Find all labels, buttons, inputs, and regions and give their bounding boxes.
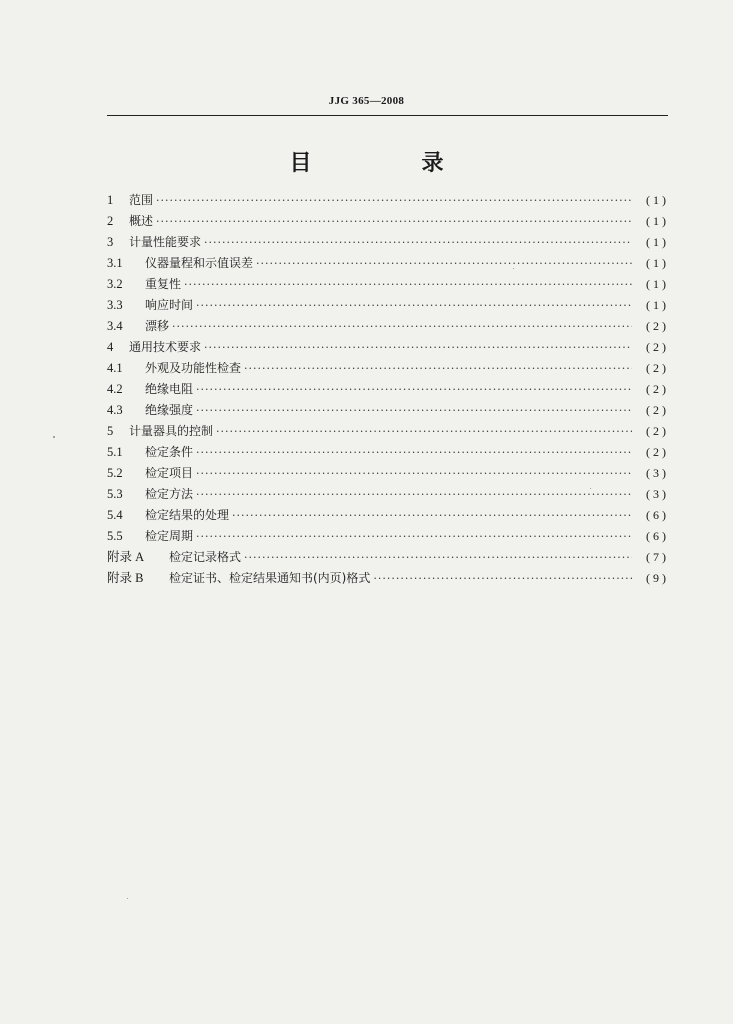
scan-speck	[590, 488, 591, 489]
toc-entry-page: (2)	[646, 340, 669, 354]
toc-entry-page: (2)	[646, 361, 669, 375]
toc-entry-page: (7)	[646, 550, 669, 564]
scan-speck	[127, 898, 128, 899]
toc-entry-page: (1)	[646, 193, 669, 207]
toc-entry-number: 2	[107, 214, 114, 228]
toc-entry-title: 检定周期	[145, 529, 194, 543]
toc-leader-dots	[196, 400, 632, 421]
toc-entry-number: 5.5	[107, 529, 123, 543]
toc-entry	[107, 526, 669, 547]
toc-entry-page: (1)	[646, 235, 669, 249]
toc-entry-title: 绝缘电阻	[145, 382, 194, 396]
toc-entry	[107, 568, 669, 589]
toc-entry-page: (1)	[646, 298, 669, 312]
toc-entry-number: 3.1	[107, 256, 123, 270]
toc-entry-page: (1)	[646, 214, 669, 228]
toc-leader-dots	[204, 337, 632, 358]
toc-entry-title: 检定证书、检定结果通知书(内页)格式	[169, 571, 371, 585]
toc-entry-number: 4.3	[107, 403, 123, 417]
toc-entry	[107, 274, 669, 295]
toc-entry	[107, 421, 669, 442]
toc-entry-title: 检定条件	[145, 445, 194, 459]
toc-entry-number: 1	[107, 193, 114, 207]
toc-entry-title: 绝缘强度	[145, 403, 194, 417]
toc-entry-title: 响应时间	[145, 298, 194, 312]
toc-entry-number: 附录 A	[107, 550, 145, 564]
toc-entry-title: 范围	[129, 193, 154, 207]
toc-entry-number: 附录 B	[107, 571, 144, 585]
table-of-contents	[107, 190, 669, 589]
toc-entry	[107, 232, 669, 253]
toc-entry	[107, 400, 669, 421]
toc-entry	[107, 463, 669, 484]
toc-entry-page: (2)	[646, 445, 669, 459]
toc-entry	[107, 505, 669, 526]
toc-entry-page: (1)	[646, 277, 669, 291]
toc-entry	[107, 190, 669, 211]
toc-entry	[107, 358, 669, 379]
toc-entry-number: 3	[107, 235, 114, 249]
toc-entry-number: 5.1	[107, 445, 123, 459]
toc-entry-title: 检定记录格式	[169, 550, 242, 564]
toc-entry-title: 漂移	[145, 319, 170, 333]
toc-entry-title: 外观及功能性检查	[145, 361, 242, 375]
toc-entry	[107, 484, 669, 505]
header-rule	[107, 115, 668, 116]
toc-entry-number: 3.2	[107, 277, 123, 291]
toc-leader-dots	[196, 295, 632, 316]
toc-leader-dots	[156, 211, 632, 232]
toc-entry-page: (3)	[646, 466, 669, 480]
toc-entry-title: 检定项目	[145, 466, 194, 480]
page-title: 目 录	[289, 151, 488, 176]
toc-leader-dots	[196, 484, 632, 505]
toc-entry-page: (2)	[646, 403, 669, 417]
toc-entry-title: 计量性能要求	[129, 235, 202, 249]
toc-entry	[107, 253, 669, 274]
toc-leader-dots	[196, 526, 632, 547]
toc-entry-number: 4	[107, 340, 114, 354]
toc-entry-number: 3.3	[107, 298, 123, 312]
toc-leader-dots	[196, 442, 632, 463]
toc-entry-page: (6)	[646, 529, 669, 543]
toc-leader-dots	[156, 190, 632, 211]
toc-entry-page: (1)	[646, 256, 669, 270]
toc-entry-title: 仪器量程和示值误差	[145, 256, 254, 270]
toc-entry-title: 计量器具的控制	[129, 424, 214, 438]
toc-entry-title: 概述	[129, 214, 154, 228]
toc-entry-number: 5.4	[107, 508, 123, 522]
toc-entry	[107, 295, 669, 316]
toc-entry-number: 4.1	[107, 361, 123, 375]
standard-code: JJG 365—2008	[328, 95, 405, 107]
toc-entry	[107, 337, 669, 358]
toc-entry-page: (2)	[646, 382, 669, 396]
scan-speck	[513, 268, 514, 269]
toc-entry-title: 检定方法	[145, 487, 194, 501]
toc-leader-dots	[196, 379, 632, 400]
toc-entry-number: 4.2	[107, 382, 123, 396]
toc-leader-dots	[244, 547, 632, 568]
scan-speck	[53, 436, 55, 438]
toc-entry	[107, 442, 669, 463]
toc-entry-title: 通用技术要求	[129, 340, 202, 354]
toc-entry-page: (2)	[646, 424, 669, 438]
toc-leader-dots	[204, 232, 632, 253]
toc-entry-page: (6)	[646, 508, 669, 522]
toc-entry-number: 5.3	[107, 487, 123, 501]
toc-leader-dots	[196, 463, 632, 484]
toc-leader-dots	[184, 274, 632, 295]
toc-entry-number: 5	[107, 424, 114, 438]
toc-leader-dots	[232, 505, 632, 526]
toc-leader-dots	[216, 421, 632, 442]
toc-entry-number: 5.2	[107, 466, 123, 480]
toc-entry-title: 重复性	[145, 277, 182, 291]
toc-entry	[107, 211, 669, 232]
toc-entry	[107, 316, 669, 337]
toc-leader-dots	[256, 253, 632, 274]
toc-entry-number: 3.4	[107, 319, 123, 333]
toc-entry-page: (2)	[646, 319, 669, 333]
toc-entry-page: (9)	[646, 571, 669, 585]
toc-leader-dots	[373, 568, 632, 589]
toc-leader-dots	[172, 316, 632, 337]
toc-entry	[107, 547, 669, 568]
toc-entry-page: (3)	[646, 487, 669, 501]
toc-entry-title: 检定结果的处理	[145, 508, 230, 522]
toc-entry	[107, 379, 669, 400]
toc-leader-dots	[244, 358, 632, 379]
